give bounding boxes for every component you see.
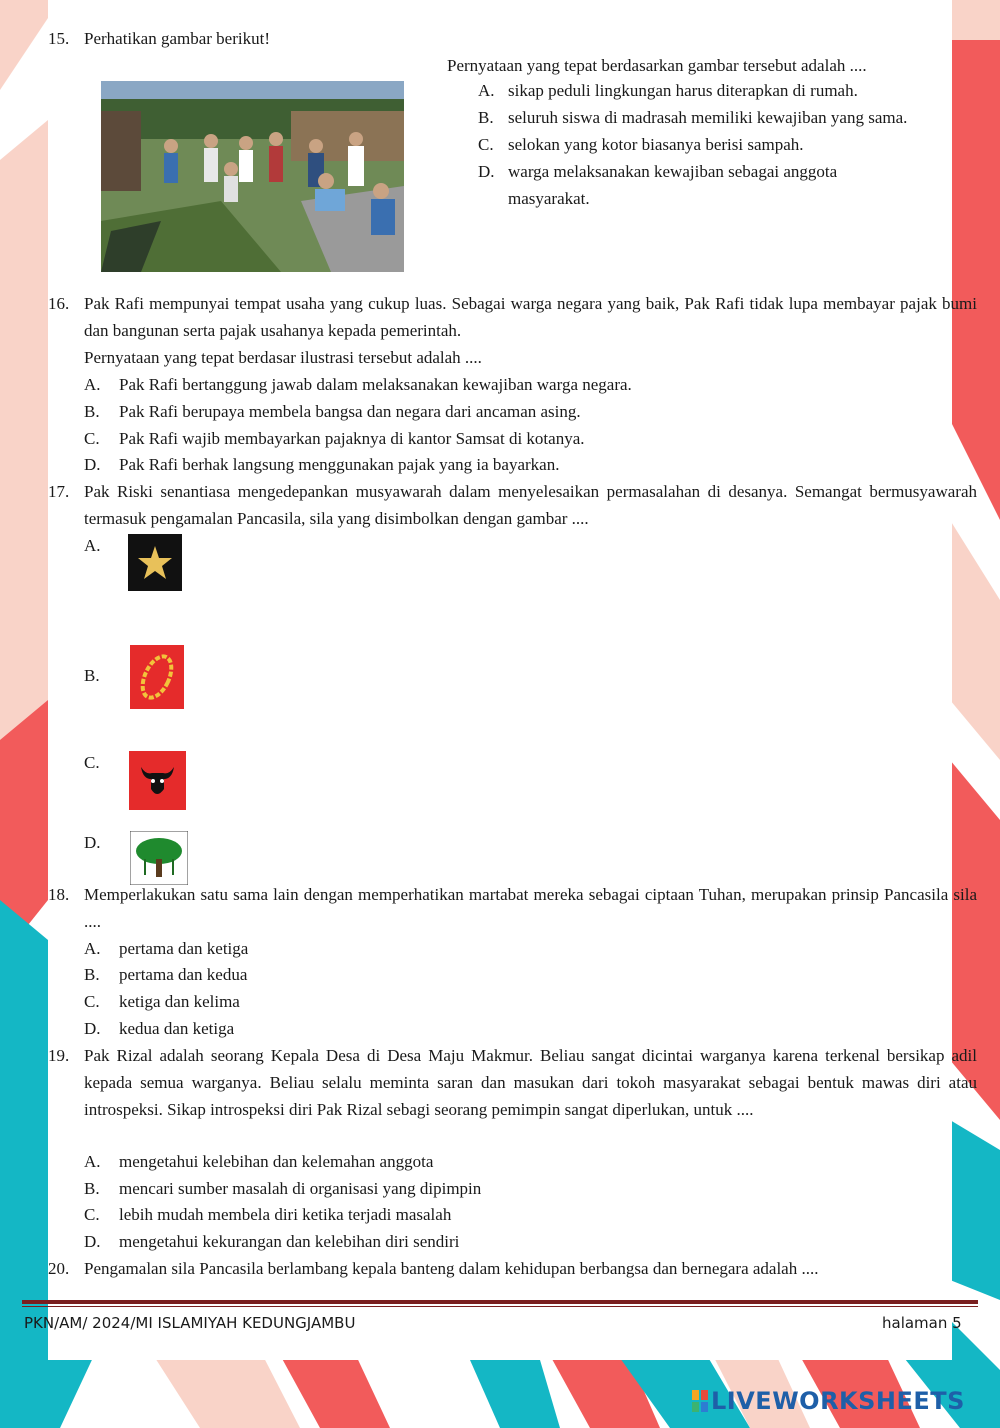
footer-rule-thin [22, 1306, 978, 1307]
q19-option-d[interactable] [84, 1228, 459, 1255]
q18-option-b-text: pertama dan kedua [119, 965, 248, 984]
liveworksheets-brand[interactable] [692, 1388, 965, 1415]
footer-course-code: PKN/AM/ 2024/MI ISLAMIYAH KEDUNGJAMBU [24, 1314, 356, 1332]
q15-option-a[interactable] [478, 77, 858, 104]
q18-option-b-letter: B. [84, 965, 100, 984]
q19-option-b-letter: B. [84, 1179, 100, 1198]
q20-text: Pengamalan sila Pancasila berlambang kepala banteng dalam kehidupan berbangsa dan bernegara adalah .... [84, 1259, 819, 1278]
q16-option-c[interactable] [84, 425, 584, 452]
q16-option-d-text: Pak Rafi berhak langsung menggunakan pajak yang ia bayarkan. [119, 455, 560, 474]
q16-number: 16. [48, 294, 70, 313]
q18-option-a-letter: A. [84, 939, 101, 958]
q18-option-c-text: ketiga dan kelima [119, 992, 240, 1011]
q15-option-d[interactable] [478, 158, 837, 185]
footer-rule [22, 1300, 978, 1304]
q19-text: Pak Rizal adalah seorang Kepala Desa di Desa Maju Makmur. Beliau sangat dicintai warganya karena terkenal bersikap adil kepada semua warganya. Beliau selalu meminta saran dan masukan dari tokoh masyarakat sebagai bentuk mawas diri atau introspeksi. Sikap introspeksi diri Pak Rizal sebagi seorang pemimpin sangat diperlukan, untuk .... [84, 1046, 977, 1119]
q19-option-b-text: mencari sumber masalah di organisasi yang dipimpin [119, 1179, 482, 1198]
q16-option-c-letter: C. [84, 429, 100, 448]
q17-text: Pak Riski senantiasa mengedepankan musyawarah dalam menyelesaikan permasalahan di desanya. Semangat bermusyawarah termasuk pengamalan Pancasila, sila yang disimbolkan dengan gambar .... [84, 482, 977, 528]
q15-option-c-text: selokan yang kotor biasanya berisi sampah. [508, 135, 804, 154]
q19-option-d-letter: D. [84, 1232, 101, 1251]
q19-option-a-letter: A. [84, 1152, 101, 1171]
q20-number: 20. [48, 1259, 70, 1278]
q18-option-d-letter: D. [84, 1019, 101, 1038]
q18-option-c[interactable] [84, 988, 240, 1015]
q19-option-c-letter: C. [84, 1205, 100, 1224]
q15-option-a-text: sikap peduli lingkungan harus diterapkan di rumah. [508, 81, 858, 100]
q18-option-a[interactable] [84, 935, 248, 962]
q17-option-a-letter[interactable]: A. [84, 536, 101, 555]
q16-option-a[interactable] [84, 371, 632, 398]
chain-symbol[interactable] [130, 645, 184, 717]
q15-option-d-letter: D. [478, 162, 495, 181]
q16-option-b-text: Pak Rafi berupaya membela bangsa dan negara dari ancaman asing. [119, 402, 581, 421]
q16-option-b[interactable] [84, 398, 581, 425]
bull-head-symbol[interactable] [129, 751, 186, 818]
q19-option-a-text: mengetahui kelebihan dan kelemahan anggota [119, 1152, 434, 1171]
q19-option-b[interactable] [84, 1175, 481, 1202]
q15-option-d-continuation: masyarakat. [508, 189, 590, 208]
star-symbol[interactable] [128, 534, 182, 599]
q15-photo [101, 81, 404, 272]
q15-number: 15. [48, 29, 70, 48]
q19-option-c-text: lebih mudah membela diri ketika terjadi masalah [119, 1205, 452, 1224]
q15-option-b-text: seluruh siswa di madrasah memiliki kewajiban yang sama. [508, 108, 908, 127]
q16-option-b-letter: B. [84, 402, 100, 421]
q15-stem: Pernyataan yang tepat berdasarkan gambar tersebut adalah .... [447, 56, 867, 75]
q18-option-d-text: kedua dan ketiga [119, 1019, 235, 1038]
liveworksheets-logo-icon [692, 1390, 708, 1412]
footer-page-number: halaman 5 [882, 1314, 962, 1332]
q18-option-c-letter: C. [84, 992, 100, 1011]
liveworksheets-name: LIVEWORKSHEETS [711, 1387, 965, 1415]
q17-option-b-letter[interactable]: B. [84, 666, 100, 685]
q19-option-d-text: mengetahui kekurangan dan kelebihan diri sendiri [119, 1232, 460, 1251]
q19-number: 19. [48, 1046, 70, 1065]
q15-option-b-letter: B. [478, 108, 494, 127]
q15-option-c-letter: C. [478, 135, 494, 154]
q15-option-b[interactable] [478, 104, 907, 131]
q16-option-d-letter: D. [84, 455, 101, 474]
q16-stem: Pernyataan yang tepat berdasar ilustrasi tersebut adalah .... [84, 348, 482, 367]
q18-option-a-text: pertama dan ketiga [119, 939, 249, 958]
q19-option-a[interactable] [84, 1148, 433, 1175]
q16-text: Pak Rafi mempunyai tempat usaha yang cukup luas. Sebagai warga negara yang baik, Pak Rafi tidak lupa membayar pajak bumi dan bangunan serta pajak usahanya kepada pemerintah. [84, 294, 977, 340]
q15-option-a-letter: A. [478, 81, 495, 100]
q15-option-c[interactable] [478, 131, 804, 158]
q17-option-d-letter[interactable]: D. [84, 833, 101, 852]
q17-option-c-letter[interactable]: C. [84, 753, 100, 772]
q18-number: 18. [48, 885, 70, 904]
q16-option-d[interactable] [84, 451, 559, 478]
q17-number: 17. [48, 482, 70, 501]
q18-text: Memperlakukan satu sama lain dengan memperhatikan martabat mereka sebagai ciptaan Tuhan, merupakan prinsip Pancasila sila .... [84, 885, 977, 931]
q15-option-d-text: warga melaksanakan kewajiban sebagai anggota [508, 162, 838, 181]
q16-option-c-text: Pak Rafi wajib membayarkan pajaknya di kantor Samsat di kotanya. [119, 429, 585, 448]
q16-option-a-letter: A. [84, 375, 101, 394]
q19-option-c[interactable] [84, 1201, 451, 1228]
q18-option-d[interactable] [84, 1015, 234, 1042]
q16-option-a-text: Pak Rafi bertanggung jawab dalam melaksanakan kewajiban warga negara. [119, 375, 632, 394]
q18-option-b[interactable] [84, 961, 247, 988]
q15-text: Perhatikan gambar berikut! [84, 29, 270, 48]
